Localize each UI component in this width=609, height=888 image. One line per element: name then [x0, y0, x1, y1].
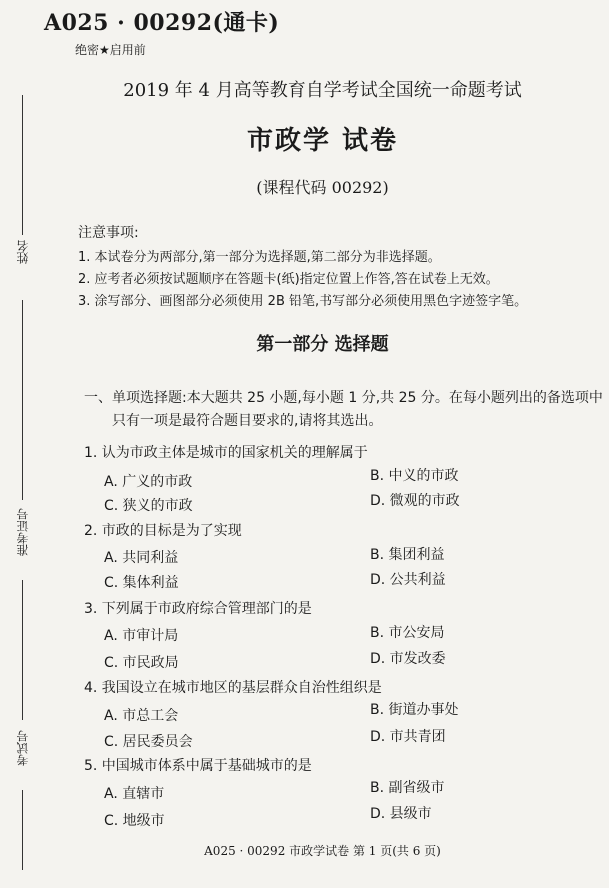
question-stem: 1. 认为市政主体是城市的国家机关的理解属于 — [84, 445, 368, 461]
margin-line-lower — [22, 580, 23, 720]
option-d: D. 微观的市政 — [370, 493, 460, 509]
paper-code: A025 · 00292(通卡) — [44, 10, 280, 36]
section-instruction: 一、单项选择题:本大题共 25 小题,每小题 1 分,共 25 分。在每小题列出的备选项中 — [84, 390, 603, 406]
option-a: A. 共同利益 — [104, 550, 179, 566]
option-d: D. 公共利益 — [370, 572, 446, 588]
note-item: 1. 本试卷分为两部分,第一部分为选择题,第二部分为非选择题。 — [78, 250, 441, 265]
option-c: C. 居民委员会 — [104, 734, 193, 750]
question-stem: 4. 我国设立在城市地区的基层群众自治性组织是 — [84, 680, 382, 696]
question-stem: 5. 中国城市体系中属于基础城市的是 — [84, 758, 312, 774]
paper-title: 市政学 试卷 — [246, 126, 399, 156]
question-stem: 3. 下列属于市政府综合管理部门的是 — [84, 601, 312, 617]
option-a: A. 市审计局 — [104, 628, 179, 644]
notes-heading: 注意事项: — [78, 225, 139, 241]
option-a: A. 市总工会 — [104, 708, 179, 724]
option-a: A. 广义的市政 — [104, 474, 193, 490]
exam-number-label: 考试号 — [16, 730, 30, 766]
course-code: (课程代码 00292) — [256, 178, 389, 197]
option-b: B. 市公安局 — [370, 625, 445, 641]
option-c: C. 狭义的市政 — [104, 498, 193, 514]
option-a: A. 直辖市 — [104, 786, 165, 802]
margin-line-top — [22, 95, 23, 235]
option-b: B. 中义的市政 — [370, 468, 459, 484]
option-d: D. 市共青团 — [370, 729, 446, 745]
ticket-number-label: 准考证号 — [16, 508, 30, 556]
option-c: C. 市民政局 — [104, 655, 179, 671]
note-item: 2. 应考者必须按试题顺序在答题卡(纸)指定位置上作答,答在试卷上无效。 — [78, 272, 499, 287]
option-c: C. 集体利益 — [104, 575, 179, 591]
option-b: B. 街道办事处 — [370, 702, 459, 718]
secret-mark: 绝密★启用前 — [75, 43, 146, 57]
option-b: B. 集团利益 — [370, 547, 445, 563]
option-d: D. 市发改委 — [370, 651, 446, 667]
question-stem: 2. 市政的目标是为了实现 — [84, 523, 242, 539]
name-label: 姓名 — [16, 240, 30, 264]
option-b: B. 副省级市 — [370, 780, 445, 796]
option-d: D. 县级市 — [370, 806, 432, 822]
note-item: 3. 涂写部分、画图部分必须使用 2B 铅笔,书写部分必须使用黑色字迹签字笔。 — [78, 294, 528, 309]
exam-title: 2019 年 4 月高等教育自学考试全国统一命题考试 — [123, 80, 522, 101]
option-c: C. 地级市 — [104, 813, 165, 829]
section-instruction-cont: 只有一项是最符合题目要求的,请将其选出。 — [112, 413, 383, 429]
page-footer: A025 · 00292 市政学试卷 第 1 页(共 6 页) — [204, 844, 441, 858]
part-title: 第一部分 选择题 — [256, 334, 389, 355]
